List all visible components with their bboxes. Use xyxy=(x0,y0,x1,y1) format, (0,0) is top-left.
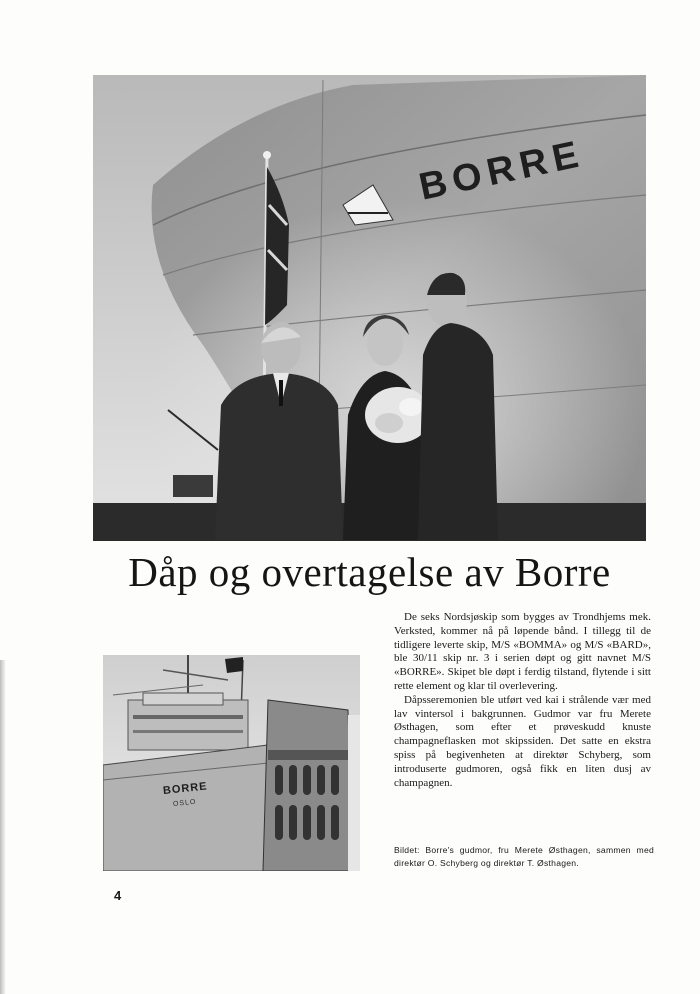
ship-flag xyxy=(225,657,243,673)
article-body xyxy=(394,611,651,790)
photo-caption: Bildet: Borre's gudmor, fru Merete Østhagen, sammen med direktør O. Schyberg og direktør T. Østhagen. xyxy=(394,845,654,868)
ship-hull-name: BORRE xyxy=(162,780,209,798)
page-number: 4 xyxy=(114,888,122,903)
page-edge-shadow xyxy=(0,660,6,994)
article-headline: Dåp og overtagelse av Borre xyxy=(128,549,611,595)
ship-photo xyxy=(103,655,360,871)
main-hull-name: BORRE xyxy=(415,132,588,209)
article-paragraph: De seks Nordsjøskip som bygges av Trondhjems mek. Verksted, kommer nå på løpende bånd. I tillegg til de tidligere leverte skip, M/S «BOMMA» og M/S «BARD», ble 30/11 skip nr. 3 i serien døpt og gitt navnet M/S «BORRE». Skipet ble døpt i ferdig tilstand, flytende i sitt rette element og klar til overlevering. xyxy=(394,611,651,692)
ship-hull-small xyxy=(103,745,268,871)
main-photo xyxy=(93,75,646,541)
ship-home-port: OSLO xyxy=(172,798,197,809)
article-paragraph: Dåpsseremonien ble utført ved kai i strålende vær med lav vintersol i bakgrunnen. Gudmor var fru Merete Østhagen, som efter et prøveskudd knuste champagneflasken mot skipssiden. Det satte en ekstra spiss på begivenheten at direktør Schyberg, som introduserte gudmoren, også fikk en liten dusj av champagnen. xyxy=(394,693,651,789)
